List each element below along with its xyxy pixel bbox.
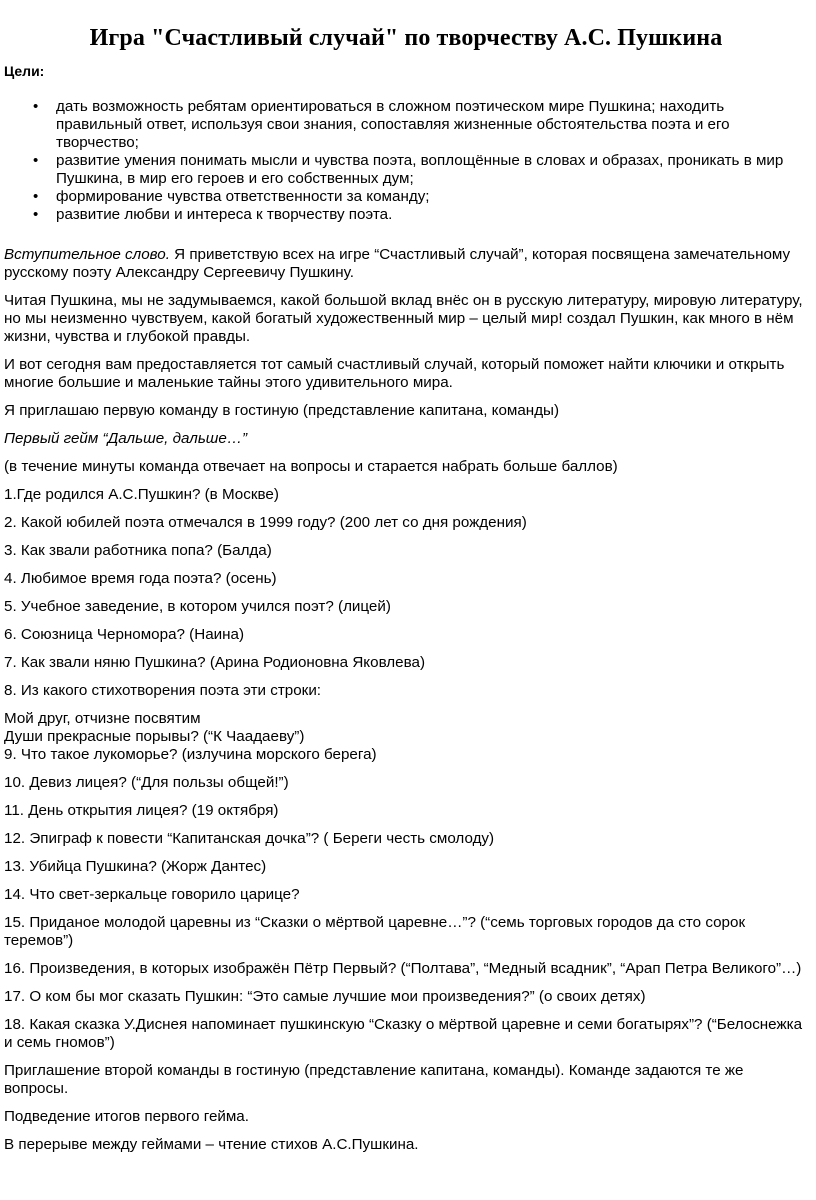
question-12: 12. Эпиграф к повести “Капитанская дочка”? ( Береги честь смолоду): [4, 830, 495, 847]
question-7: 7. Как звали няню Пушкина? (Арина Родионовна Яковлева): [4, 654, 425, 671]
paragraph-1: Читая Пушкина, мы не задумываемся, какой большой вклад внёс он в русскую литературу, мировую литературу, но мы неизменно чувствуем, какой богатый художественный мир – целый мир! создал Пушкин, как много в нём жизни, чувства и глубокой правды.: [4, 292, 803, 345]
question-9: 9. Что такое лукоморье? (излучина морского берега): [4, 746, 377, 763]
question-8: 8. Из какого стихотворения поэта эти строки:: [4, 682, 322, 699]
intro-label: Вступительное слово.: [4, 246, 170, 263]
intro-paragraph: [4, 246, 808, 282]
question-8-verse-2: Души прекрасные порывы? (“К Чаадаеву”): [4, 728, 305, 745]
summary: Подведение итогов первого гейма.: [4, 1108, 249, 1125]
question-10: 10. Девиз лицея? (“Для пользы общей!”): [4, 774, 289, 791]
question-5: 5. Учебное заведение, в котором учился поэт? (лицей): [4, 598, 391, 615]
goals-list: [4, 98, 808, 224]
paragraph-2: И вот сегодня вам предоставляется тот самый счастливый случай, который поможет найти ключики и открыть многие большие и маленькие тайны этого удивительного мира.: [4, 356, 785, 391]
question-4: 4. Любимое время года поэта? (осень): [4, 570, 277, 587]
game-1-title: [4, 430, 808, 448]
document-title: Игра "Счастливый случай" по творчеству А.С. Пушкина: [89, 25, 723, 51]
goal-item: • дать возможность ребятам ориентироваться в сложном поэтическом мире Пушкина; находить правильный ответ, используя свои знания, сопоставляя жизненные обстоятельства поэта и его творчество;: [56, 98, 808, 152]
invite-team-1: Я приглашаю первую команду в гостиную (представление капитана, команды): [4, 402, 560, 419]
question-1: 1.Где родился А.С.Пушкин? (в Москве): [4, 486, 279, 503]
goal-item: • формирование чувства ответственности за команду;: [56, 188, 808, 206]
goal-item: • развитие любви и интереса к творчеству поэта.: [56, 206, 808, 224]
goals-label: Цели:: [4, 63, 45, 79]
question-14: 14. Что свет-зеркальце говорило царице?: [4, 886, 300, 903]
question-3: 3. Как звали работника попа? (Балда): [4, 542, 272, 559]
question-16: 16. Произведения, в которых изображён Пётр Первый? (“Полтава”, “Медный всадник”, “Арап Петра Великого”…): [4, 960, 802, 977]
question-18: 18. Какая сказка У.Диснея напоминает пушкинскую “Сказку о мёртвой царевне и семи богатырях”? (“Белоснежка и семь гномов”): [4, 1016, 803, 1051]
question-6: 6. Союзница Черномора? (Наина): [4, 626, 245, 643]
invite-team-2: Приглашение второй команды в гостиную (представление капитана, команды). Команде задаются те же вопросы.: [4, 1062, 744, 1097]
goal-item: • развитие умения понимать мысли и чувства поэта, воплощённые в словах и образах, проникать в мир Пушкина, в мир его героев и его собственных дум;: [56, 152, 808, 188]
game-1-title-text: Первый гейм “Дальше, дальше…”: [4, 430, 248, 447]
game-1-rules: (в течение минуты команда отвечает на вопросы и старается набрать больше баллов): [4, 458, 618, 475]
question-13: 13. Убийца Пушкина? (Жорж Дантес): [4, 858, 267, 875]
intro-text: Я приветствую всех на игре “Счастливый случай”, которая посвящена замечательному русскому поэту Александру Сергеевичу Пушкину.: [4, 246, 791, 281]
break-note: В перерыве между геймами – чтение стихов А.С.Пушкина.: [4, 1136, 419, 1153]
question-11: 11. День открытия лицея? (19 октября): [4, 802, 279, 819]
question-8-verse-1: Мой друг, отчизне посвятим: [4, 710, 201, 727]
question-17: 17. О ком бы мог сказать Пушкин: “Это самые лучшие мои произведения?” (о своих детях): [4, 988, 646, 1005]
question-2: 2. Какой юбилей поэта отмечался в 1999 году? (200 лет со дня рождения): [4, 514, 527, 531]
question-15: 15. Приданое молодой царевны из “Сказки о мёртвой царевне…”? (“семь торговых городов да сто сорок теремов”): [4, 914, 746, 949]
